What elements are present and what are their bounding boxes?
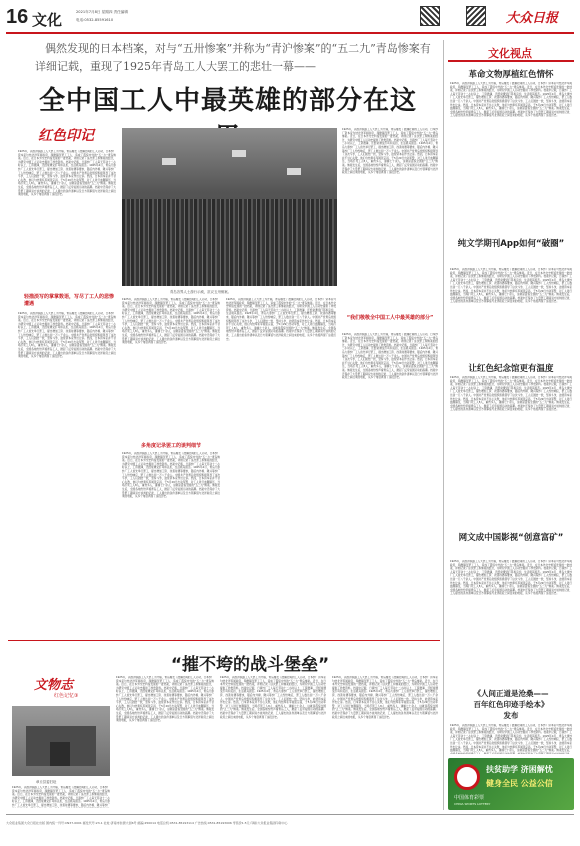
lottery-brand: 中国体育彩票 bbox=[454, 795, 485, 801]
bottom-col-3: 1925年，以胶济铁路工人大罢工为开端，青岛爆发了波澜壮阔的工人运动，日本纱厂资本家勾结北洋军阀政府，残酷镇压罢工工人，造成了震惊中外的“五二九”青岛惨案。近日，在日本外交史料馆发现的一批档案，详细记录了这次罢工和惨案的经过，为研究中国工人运动史提供了珍贵资料。档案中记载，日商纱厂工人每天劳动十二小时以上，工资微薄，还经常遭受打骂和克扣，生活极其困苦。1925年4月，青岛大康纱厂工人首先举行罢工，提出增加工资、改善待遇等要求，随后内外棉、隆兴等纱厂工人纷纷响应，罢工人数达到一万八千余人。中国共产党青岛党组织积极领导了这次斗争，工人们团结一致，坚持斗争，迫使资本家作出让步。然而，日本资本家并不甘心失败，他们勾结奉系军阀张宗昌，于5月29日出动军警，对工人进行血腥镇压，当场打死工人8人，重伤多人，逮捕七十余人，这就是震惊全国的“五二九”惨案。惨案发生后，全国各地纷纷声援青岛工人，掀起了反帝爱国运动的高潮。档案中还保存了大量罢工期间双方谈判的记录、工人提出的条件清单以及日方领事馆与北洋政府之间往来的电报，从多个角度再现了这段历史。 bbox=[332, 676, 438, 719]
announcement-line-3: 发布 bbox=[503, 711, 519, 720]
announcement bbox=[450, 688, 572, 721]
county-office-caption: 章丘县委旧址 bbox=[36, 780, 57, 784]
article-column-2b: 1925年，以胶济铁路工人大罢工为开端，青岛爆发了波澜壮阔的工人运动，日本纱厂资本家勾结北洋军阀政府，残酷镇压罢工工人，造成了震惊中外的“五二九”青岛惨案。近日，在日本外交史料馆发现的一批档案，详细记录了这次罢工和惨案的经过，为研究中国工人运动史提供了珍贵资料。档案中记载，日商纱厂工人每天劳动十二小时以上，工资微薄，还经常遭受打骂和克扣，生活极其困苦。1925年4月，青岛大康纱厂工人首先举行罢工，提出增加工资、改善待遇等要求，随后内外棉、隆兴等纱厂工人纷纷响应，罢工人数达到一万八千余人。中国共产党青岛党组织积极领导了这次斗争，工人们团结一致，坚持斗争，迫使资本家作出让步。然而，日本资本家并不甘心失败，他们勾结奉系军阀张宗昌，于5月29日出动军警，对工人进行血腥镇压，当场打死工人8人，重伤多人，逮捕七十余人，这就是震惊全国的“五二九”惨案。惨案发生后，全国各地纷纷声援青岛工人，掀起了反帝爱国运动的高潮。档案中还保存了大量罢工期间双方谈判的记录、工人提出的条件清单以及日方领事馆与北洋政府之间往来的电报，从多个角度再现了这段历史。 bbox=[122, 452, 220, 499]
strike-photo bbox=[122, 128, 337, 286]
bottom-col-2: 1925年，以胶济铁路工人大罢工为开端，青岛爆发了波澜壮阔的工人运动，日本纱厂资本家勾结北洋军阀政府，残酷镇压罢工工人，造成了震惊中外的“五二九”青岛惨案。近日，在日本外交史料馆发现的一批档案，详细记录了这次罢工和惨案的经过，为研究中国工人运动史提供了珍贵资料。档案中记载，日商纱厂工人每天劳动十二小时以上，工资微薄，还经常遭受打骂和克扣，生活极其困苦。1925年4月，青岛大康纱厂工人首先举行罢工，提出增加工资、改善待遇等要求，随后内外棉、隆兴等纱厂工人纷纷响应，罢工人数达到一万八千余人。中国共产党青岛党组织积极领导了这次斗争，工人们团结一致，坚持斗争，迫使资本家作出让步。然而，日本资本家并不甘心失败，他们勾结奉系军阀张宗昌，于5月29日出动军警，对工人进行血腥镇压，当场打死工人8人，重伤多人，逮捕七十余人，这就是震惊全国的“五二九”惨案。惨案发生后，全国各地纷纷声援青岛工人，掀起了反帝爱国运动的高潮。档案中还保存了大量罢工期间双方谈判的记录、工人提出的条件清单以及日方领事馆与北洋政府之间往来的电报，从多个角度再现了这段历史。 bbox=[220, 676, 326, 719]
date-line: 2021年7月8日 星期四 责任编辑 bbox=[76, 10, 128, 14]
qr-code-left[interactable] bbox=[420, 6, 440, 26]
footer-text: 大众报业集团大众日报社出版 国内统一刊号:CN37-0001 邮发代号:23-1 社址:济南市泺源大街6号 邮编:250014 电话总机:0531-85193114 广告热线:0531-85193006 零售价1.5元 印刷:大众报业集团印务中心 bbox=[6, 821, 288, 825]
intro-line-2: 详细记载，重现了1925年青岛工人大罢工的悲壮一幕—— bbox=[35, 60, 316, 73]
right-article-3-body: 1925年，以胶济铁路工人大罢工为开端，青岛爆发了波澜壮阔的工人运动，日本纱厂资本家勾结北洋军阀政府，残酷镇压罢工工人，造成了震惊中外的“五二九”青岛惨案。近日，在日本外交史料馆发现的一批档案，详细记录了这次罢工和惨案的经过，为研究中国工人运动史提供了珍贵资料。档案中记载，日商纱厂工人每天劳动十二小时以上，工资微薄，还经常遭受打骂和克扣，生活极其困苦。1925年4月，青岛大康纱厂工人首先举行罢工，提出增加工资、改善待遇等要求，随后内外棉、隆兴等纱厂工人纷纷响应，罢工人数达到一万八千余人。中国共产党青岛党组织积极领导了这次斗争，工人们团结一致，坚持斗争，迫使资本家作出让步。然而，日本资本家并不甘心失败，他们勾结奉系军阀张宗昌，于5月29日出动军警，对工人进行血腥镇压，当场打死工人8人，重伤多人，逮捕七十余人，这就是震惊全国的“五二九”惨案。惨案发生后，全国各地纷纷声援青岛工人，掀起了反帝爱国运动的高潮。档案中还保存了大量罢工期间双方谈判的记录、工人提出的条件清单以及日方领事馆与北洋政府之间往来的电报，从多个角度再现了这段历史。 bbox=[450, 376, 572, 412]
right-article-1-title: 革命文物厚植红色情怀 bbox=[468, 70, 554, 80]
footer-bar bbox=[6, 814, 574, 840]
main-headline: 全中国工人中最英雄的部分在这 bbox=[38, 86, 417, 116]
right-article-4-body: 1925年，以胶济铁路工人大罢工为开端，青岛爆发了波澜壮阔的工人运动，日本纱厂资本家勾结北洋军阀政府，残酷镇压罢工工人，造成了震惊中外的“五二九”青岛惨案。近日，在日本外交史料馆发现的一批档案，详细记录了这次罢工和惨案的经过，为研究中国工人运动史提供了珍贵资料。档案中记载，日商纱厂工人每天劳动十二小时以上，工资微薄，还经常遭受打骂和克扣，生活极其困苦。1925年4月，青岛大康纱厂工人首先举行罢工，提出增加工资、改善待遇等要求，随后内外棉、隆兴等纱厂工人纷纷响应，罢工人数达到一万八千余人。中国共产党青岛党组织积极领导了这次斗争，工人们团结一致，坚持斗争，迫使资本家作出让步。然而，日本资本家并不甘心失败，他们勾结奉系军阀张宗昌，于5月29日出动军警，对工人进行血腥镇压，当场打死工人8人，重伤多人，逮捕七十余人，这就是震惊全国的“五二九”惨案。惨案发生后，全国各地纷纷声援青岛工人，掀起了反帝爱国运动的高潮。档案中还保存了大量罢工期间双方谈判的记录、工人提出的条件清单以及日方领事馆与北洋政府之间往来的电报，从多个角度再现了这段历史。 bbox=[450, 560, 572, 596]
announcement-body: 1925年，以胶济铁路工人大罢工为开端，青岛爆发了波澜壮阔的工人运动，日本纱厂资本家勾结北洋军阀政府，残酷镇压罢工工人，造成了震惊中外的“五二九”青岛惨案。近日，在日本外交史料馆发现的一批档案，详细记录了这次罢工和惨案的经过，为研究中国工人运动史提供了珍贵资料。档案中记载，日商纱厂工人每天劳动十二小时以上，工资微薄，还经常遭受打骂和克扣，生活极其困苦。1925年4月，青岛大康纱厂工人首先举行罢工，提出增加工资、改善待遇等要求，随后内外棉、隆兴等纱厂工人纷纷响应，罢工人数达到一万八千余人。中国共产党青岛党组织积极领导了这次斗争，工人们团结一致，坚持斗争，迫使资本家作出让步。然而，日本资本家并不甘心失败，他们勾结奉系军阀张宗昌，于5月29日出动军警，对工人进行血腥镇压，当场打死工人8人，重伤多人，逮捕七十余人，这就是震惊全国的“五二九”惨案。惨案发生后， bbox=[450, 724, 572, 753]
right-article-1-body: 1925年，以胶济铁路工人大罢工为开端，青岛爆发了波澜壮阔的工人运动，日本纱厂资本家勾结北洋军阀政府，残酷镇压罢工工人，造成了震惊中外的“五二九”青岛惨案。近日，在日本外交史料馆发现的一批档案，详细记录了这次罢工和惨案的经过，为研究中国工人运动史提供了珍贵资料。档案中记载，日商纱厂工人每天劳动十二小时以上，工资微薄，还经常遭受打骂和克扣，生活极其困苦。1925年4月，青岛大康纱厂工人首先举行罢工，提出增加工资、改善待遇等要求，随后内外棉、隆兴等纱厂工人纷纷响应，罢工人数达到一万八千余人。中国共产党青岛党组织积极领导了这次斗争，工人们团结一致，坚持斗争，迫使资本家作出让步。然而，日本资本家并不甘心失败，他们勾结奉系军阀张宗昌，于5月29日出动军警，对工人进行血腥镇压，当场打死工人8人，重伤多人，逮捕七十余人，这就是震惊全国的“五二九”惨案。惨案发生后，全国各地纷纷声援青岛工人，掀起了反帝爱国运动的高潮。档案中还保存了大量罢工期间双方谈判的记录、工人提出的条件清单以及日方领事馆与北洋政府之间往来的电报，从多个角度再现了这段历史。 bbox=[450, 82, 572, 118]
photo-caption: 青岛各界人士游行示威，抗议五卅惨案。 bbox=[170, 290, 232, 294]
qr-code-right[interactable] bbox=[466, 6, 486, 26]
wuzhi-label: 文物志 bbox=[34, 678, 74, 693]
article-column-1: 1925年，以胶济铁路工人大罢工为开端，青岛爆发了波澜壮阔的工人运动，日本纱厂资本家勾结北洋军阀政府，残酷镇压罢工工人，造成了震惊中外的“五二九”青岛惨案。近日，在日本外交史料馆发现的一批档案，详细记录了这次罢工和惨案的经过，为研究中国工人运动史提供了珍贵资料。档案中记载，日商纱厂工人每天劳动十二小时以上，工资微薄，还经常遭受打骂和克扣，生活极其困苦。1925年4月，青岛大康纱厂工人首先举行罢工，提出增加工资、改善待遇等要求，随后内外棉、隆兴等纱厂工人纷纷响应，罢工人数达到一万八千余人。中国共产党青岛党组织积极领导了这次斗争，工人们团结一致，坚持斗争，迫使资本家作出让步。然而，日本资本家并不甘心失败，他们勾结奉系军阀张宗昌，于5月29日出动军警，对工人进行血腥镇压，当场打死工人8人，重伤多人，逮捕七十余人，这就是震惊全国的“五二九”惨案。惨案发生后，全国各地纷纷声援青岛工人，掀起了反帝爱国运动的高潮。档案中还保存了大量罢工期间双方谈判的记录、工人提出的条件清单以及日方领事馆与北洋政府之间往来的电报，从多个角度再现了这段历史。 bbox=[18, 150, 116, 197]
wuzhi-sub: 红色记忆③ bbox=[54, 693, 79, 699]
bottom-col-0: 1925年，以胶济铁路工人大罢工为开端，青岛爆发了波澜壮阔的工人运动，日本纱厂资本家勾结北洋军阀政府，残酷镇压罢工工人，造成了震惊中外的“五二九”青岛惨案。近日，在日本外交史料馆发现的一批档案，详细记录了这次罢工和惨案的经过，为研究中国工人运动史提供了珍贵资料。档案中记载，日商纱厂工人每天劳动十二小时以上，工资微薄，还经常遭受打骂和克扣，生活极其困苦。1925年4月，青岛大康纱厂工人首先举行罢工，提出增加工资、改善待遇等要求，随后内外棉、隆兴等纱厂 bbox=[12, 786, 110, 807]
lottery-ad-line-1: 扶贫助学 济困解忧 bbox=[486, 765, 553, 774]
subhead-3: “我们敬敬全中国工人中最英雄的部分” bbox=[346, 315, 434, 321]
culture-view-box bbox=[448, 40, 574, 62]
announcement-line-2: 百年红色印迹手绘本》 bbox=[473, 700, 549, 709]
bottom-divider bbox=[8, 640, 440, 641]
page-header bbox=[6, 4, 574, 34]
contact-line: 电话:0532-85591610 bbox=[76, 18, 114, 22]
intro-line-1: 偶然发现的日本档案，对与“五卅惨案”并称为“青沪惨案”的“五二九”青岛惨案有 bbox=[45, 42, 431, 55]
culture-view-title: 文化视点 bbox=[488, 47, 532, 60]
right-article-2-title: 纯文学期刊App如何“破圈” bbox=[457, 239, 565, 249]
lottery-ad-line-2: 健身全民 公益公信 bbox=[486, 779, 553, 788]
article-column-4: 1925年，以胶济铁路工人大罢工为开端，青岛爆发了波澜壮阔的工人运动，日本纱厂资本家勾结北洋军阀政府，残酷镇压罢工工人，造成了震惊中外的“五二九”青岛惨案。近日，在日本外交史料馆发现的一批档案，详细记录了这次罢工和惨案的经过，为研究中国工人运动史提供了珍贵资料。档案中记载，日商纱厂工人每天劳动十二小时以上，工资微薄，还经常遭受打骂和克扣，生活极其困苦。1925年4月，青岛大康纱厂工人首先举行罢工，提出增加工资、改善待遇等要求，随后内外棉、隆兴等纱厂工人纷纷响应，罢工人数达到一万八千余人。中国共产党青岛党组织积极领导了这次斗争，工人们团结一致，坚持斗争，迫使资本家作出让步。然而，日本资本家并不甘心失败，他们勾结奉系军阀张宗昌，于5月29日出动军警，对工人进行血腥镇压，当场打死工人8人，重伤多人，逮捕七十余人，这就是震惊全国的“五二九”惨案。惨案发生后，全国各地纷纷声援青岛工人，掀起了反帝爱国运动的高潮。档案中还保存了大量罢工期间双方谈判的记录、工人提出的条件清单以及日方领事馆与北洋政府之间往来的电报，从多个角度再现了这段历史。 bbox=[342, 128, 438, 175]
article-column-1b: 1925年，以胶济铁路工人大罢工为开端，青岛爆发了波澜壮阔的工人运动，日本纱厂资本家勾结北洋军阀政府，残酷镇压罢工工人，造成了震惊中外的“五二九”青岛惨案。近日，在日本外交史料馆发现的一批档案，详细记录了这次罢工和惨案的经过，为研究中国工人运动史提供了珍贵资料。档案中记载，日商纱厂工人每天劳动十二小时以上，工资微薄，还经常遭受打骂和克扣，生活极其困苦。1925年4月，青岛大康纱厂工人首先举行罢工，提出增加工资、改善待遇等要求，随后内外棉、隆兴等纱厂工人纷纷响应，罢工人数达到一万八千余人。中国共产党青岛党组织积极领导了这次斗争，工人们团结一致，坚持斗争，迫使资本家作出让步。然而，日本资本家并不甘心失败，他们勾结奉系军阀张宗昌，于5月29日出动军警，对工人进行血腥镇压，当场打死工人8人，重伤多人，逮捕七十余人，这就是震惊全国的“五二九”惨案。惨案发生后，全国各地纷纷声援青岛工人，掀起了反帝爱国运动的高潮。档案中还保存了大量罢工期间双方谈判的记录、工人提出的条件清单以及日方领事馆与北洋政府之间往来的电报，从多个角度再现了这段历史。 bbox=[18, 312, 116, 359]
county-office-photo bbox=[12, 706, 110, 776]
article-column-3: 1925年，以胶济铁路工人大罢工为开端，青岛爆发了波澜壮阔的工人运动，日本纱厂资本家勾结北洋军阀政府，残酷镇压罢工工人，造成了震惊中外的“五二九”青岛惨案。近日，在日本外交史料馆发现的一批档案，详细记录了这次罢工和惨案的经过，为研究中国工人运动史提供了珍贵资料。档案中记载，日商纱厂工人每天劳动十二小时以上，工资微薄，还经常遭受打骂和克扣，生活极其困苦。1925年4月，青岛大康纱厂工人首先举行罢工，提出增加工资、改善待遇等要求，随后内外棉、隆兴等纱厂工人纷纷响应，罢工人数达到一万八千余人。中国共产党青岛党组织积极领导了这次斗争，工人们团结一致，坚持斗争，迫使资本家作出让步。然而，日本资本家并不甘心失败，他们勾结奉系军阀张宗昌，于5月29日出动军警，对工人进行血腥镇压，当场打死工人8人，重伤多人，逮捕七十余人，这就是震惊全国的“五二九”惨案。惨案发生后，全国各地纷纷声援青岛工人，掀起了反帝爱国运动的高潮。档案中还保存了大量罢工期间双方谈判的记录、工人提出的条件清单以及日方领事馆与北洋政府之间往来的电报，从多个角度再现了这段历史。 bbox=[226, 298, 336, 341]
bottom-headline: “摧不垮的战斗堡垒” bbox=[170, 655, 330, 675]
section-name: 文化 bbox=[32, 11, 63, 29]
page-number: 16 bbox=[6, 6, 29, 28]
right-column-divider bbox=[443, 40, 444, 810]
lottery-ad[interactable] bbox=[448, 758, 574, 810]
subhead-1: 轻描淡写的掌掌数语，写尽了工人的悲惨遭遇 bbox=[24, 294, 115, 307]
article-column-2: 1925年，以胶济铁路工人大罢工为开端，青岛爆发了波澜壮阔的工人运动，日本纱厂资本家勾结北洋军阀政府，残酷镇压罢工工人，造成了震惊中外的“五二九”青岛惨案。近日，在日本外交史料馆发现的一批档案，详细记录了这次罢工和惨案的经过，为研究中国工人运动史提供了珍贵资料。档案中记载，日商纱厂工人每天劳动十二小时以上，工资微薄，还经常遭受打骂和克扣，生活极其困苦。1925年4月，青岛大康纱厂工人首先举行罢工，提出增加工资、改善待遇等要求，随后内外棉、隆兴等纱厂工人纷纷响应，罢工人数达到一万八千余人。中国共产党青岛党组织积极领导了这次斗争，工人们团结一致，坚持斗争，迫使资本家作出让步。然而，日本资本家并不甘心失败，他们勾结奉系军阀张宗昌，于5月29日出动军警，对工人进行血腥镇压，当场打死工人8人，重伤多人，逮捕七十余人，这就是震惊全国的“五二九”惨案。惨案发生后，全国各地纷纷声援青岛工人，掀起了反帝爱国运动的高潮。档案中还保存了大量罢工期间双方谈判的记录、工人提出的条件清单以及日方领事馆与北洋政府之间往来的电报，从多个角度再现了这段历史。 bbox=[122, 298, 220, 345]
right-article-2-body: 1925年，以胶济铁路工人大罢工为开端，青岛爆发了波澜壮阔的工人运动，日本纱厂资本家勾结北洋军阀政府，残酷镇压罢工工人，造成了震惊中外的“五二九”青岛惨案。近日，在日本外交史料馆发现的一批档案，详细记录了这次罢工和惨案的经过，为研究中国工人运动史提供了珍贵资料。档案中记载，日商纱厂工人每天劳动十二小时以上，工资微薄，还经常遭受打骂和克扣，生活极其困苦。1925年4月，青岛大康纱厂工人首先举行罢工，提出增加工资、改善待遇等要求，随后内外棉、隆兴等纱厂工人纷纷响应，罢工人数达到一万八千余人。中国共产党青岛党组织积极领导了这次斗争，工人们团结一致，坚持斗争，迫使资本家作出让步。然而，日本资本家并不甘心失败，他们勾结奉系军阀张宗昌，于5月29日出动军警，对工人进行血腥镇压，当场打死工人8人，重伤多人，逮捕七十余人，这就是震惊全国的“五二九”惨案。惨案发生后，全国各地纷纷声援青岛工人，掀起了反帝爱国运动的高潮。档案中还保存了大量罢工期间双方谈判的记录、工人提出的条件清单以及日方领事馆与北洋政府之间往来的电报，从多个角度再现了这段历史。 bbox=[450, 268, 572, 304]
bottom-col-1: 1925年，以胶济铁路工人大罢工为开端，青岛爆发了波澜壮阔的工人运动，日本纱厂资本家勾结北洋军阀政府，残酷镇压罢工工人，造成了震惊中外的“五二九”青岛惨案。近日，在日本外交史料馆发现的一批档案，详细记录了这次罢工和惨案的经过，为研究中国工人运动史提供了珍贵资料。档案中记载，日商纱厂工人每天劳动十二小时以上，工资微薄，还经常遭受打骂和克扣，生活极其困苦。1925年4月，青岛大康纱厂工人首先举行罢工，提出增加工资、改善待遇等要求，随后内外棉、隆兴等纱厂工人纷纷响应，罢工人数达到一万八千余人。中国共产党青岛党组织积极领导了这次斗争，工人们团结一致，坚持斗争，迫使资本家作出让步。然而，日本资本家并不甘心失败，他们勾结奉系军阀张宗昌，于5月29日出动军警，对工人进行血腥镇压，当场打死工人8人，重伤多人，逮捕七十余人，这就是震惊全国的“五二九”惨案。惨案发生后，全国各地纷纷声援青岛工人，掀起了反帝爱国运动的高潮。档案中还保存了大量罢工期间双方谈判的记录、工人提出的条件清单以及日方领事馆与北洋政府之间往来的电报，从多个角度再现了这段历史。 bbox=[116, 676, 214, 723]
lottery-brand-en: CHINA SPORTS LOTTERY bbox=[454, 802, 491, 806]
paper-name: 大众日报 bbox=[506, 11, 559, 26]
right-article-3-title: 让红色纪念馆更有温度 bbox=[468, 364, 554, 374]
lottery-logo-icon bbox=[454, 764, 480, 790]
article-column-4b: 1925年，以胶济铁路工人大罢工为开端，青岛爆发了波澜壮阔的工人运动，日本纱厂资本家勾结北洋军阀政府，残酷镇压罢工工人，造成了震惊中外的“五二九”青岛惨案。近日，在日本外交史料馆发现的一批档案，详细记录了这次罢工和惨案的经过，为研究中国工人运动史提供了珍贵资料。档案中记载，日商纱厂工人每天劳动十二小时以上，工资微薄，还经常遭受打骂和克扣，生活极其困苦。1925年4月，青岛大康纱厂工人首先举行罢工，提出增加工资、改善待遇等要求，随后内外棉、隆兴等纱厂工人纷纷响应，罢工人数达到一万八千余人。中国共产党青岛党组织积极领导了这次斗争，工人们团结一致，坚持斗争，迫使资本家作出让步。然而，日本资本家并不甘心失败，他们勾结奉系军阀张宗昌，于5月29日出动军警，对工人进行血腥镇压，当场打死工人8人，重伤多人，逮捕七十余人，这就是震惊全国的“五二九”惨案。惨案发生后，全国各地纷纷声援青岛工人，掀起了反帝爱国运动的高潮。档案中还保存了大量罢工期间双方谈判的记录、工人提出的条件清单以及日方领事馆与北洋政府之间往来的电报，从多个角度再现了这段历史。 bbox=[342, 333, 438, 380]
right-article-4-title: 网文成中国影视“创意富矿” bbox=[458, 533, 564, 543]
subhead-2: 多角度记录罢工的谈判细节 bbox=[140, 443, 201, 449]
red-column-label: 红色印记 bbox=[38, 128, 94, 144]
announcement-line-1: 《人间正道是沧桑—— bbox=[473, 689, 549, 698]
